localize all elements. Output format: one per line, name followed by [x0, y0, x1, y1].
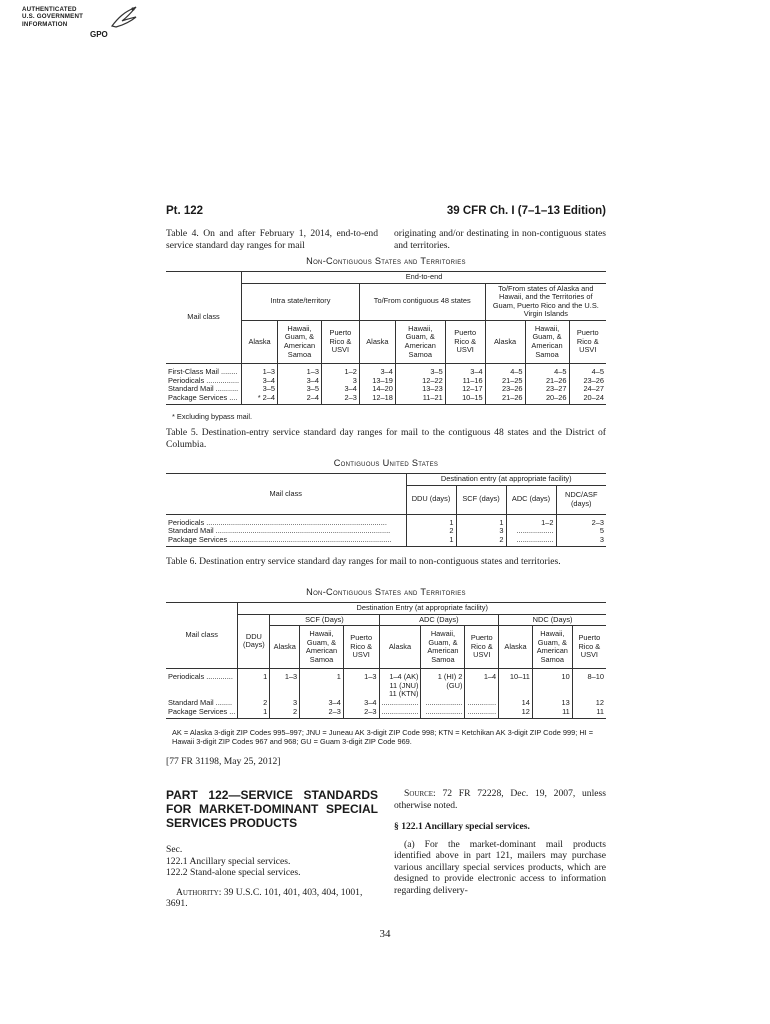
group-header: Intra state/territory — [242, 283, 360, 320]
cell: 2–3 — [300, 708, 344, 719]
cell: 3–4 — [278, 377, 322, 386]
cell: 1–4 — [465, 669, 499, 682]
row-label: Standard Mail ..................................................................................... — [168, 526, 391, 536]
cell: 10–11 — [499, 669, 533, 682]
subhead: ADC (days) — [506, 485, 556, 514]
cell: (GU) — [421, 682, 465, 691]
mail-class-header: Mail class — [166, 603, 238, 669]
table-row — [166, 708, 606, 719]
cell: 24–27 — [569, 385, 606, 394]
cell: 14 — [499, 699, 533, 708]
table5 — [166, 473, 606, 547]
cell — [499, 682, 533, 691]
subhead: Alaska — [270, 626, 300, 669]
cell: 10–15 — [445, 394, 485, 405]
intro-col-2: originating and/or destinating in non-contiguous states and territories. — [394, 228, 606, 251]
subhead: Hawaii, Guam, & American Samoa — [278, 320, 322, 363]
cell — [465, 682, 499, 691]
row-label: Package Services ............................................................................... — [168, 534, 392, 544]
table4 — [166, 271, 606, 405]
group-header: ADC (Days) — [379, 614, 499, 626]
cell: 2–3 — [556, 514, 606, 527]
subhead: Hawaii, Guam, & American Samoa — [525, 320, 569, 363]
subhead: Puerto Rico & USVI — [572, 626, 606, 669]
cell: 23–27 — [525, 385, 569, 394]
cell — [343, 682, 379, 691]
row-label: Package Services ... — [168, 706, 236, 716]
cell: 10 — [532, 669, 572, 682]
subhead: Puerto Rico & USVI — [343, 626, 379, 669]
cell: 12 — [572, 699, 606, 708]
table-row — [166, 363, 606, 376]
subhead: NDC/ASF (days) — [556, 485, 606, 514]
part-number: Pt. 122 — [166, 205, 204, 217]
cell: 11 — [532, 708, 572, 719]
cell: 11–21 — [395, 394, 445, 405]
row-label: Periodicals ................ — [168, 375, 240, 385]
source-text: 72 FR 72228, Dec. 19, 2007, unless otherwise noted. — [394, 788, 606, 811]
cell: 2–3 — [321, 394, 359, 405]
cell: 2 — [456, 536, 506, 547]
part-heading: PART 122—SERVICE STANDARDS FOR MARKET-DOMINANT SPECIAL SERVICES PRODUCTS — [166, 788, 378, 830]
cell: 12–18 — [359, 394, 395, 405]
group-header: To/From states of Alaska and Hawaii, and the Territories of Guam, Puerto Rico and the U.S. Virgin Islands — [485, 283, 606, 320]
toc-item: 122.2 Stand-alone special services. — [166, 867, 301, 878]
subhead: Puerto Rico & USVI — [465, 626, 499, 669]
gpo-authenticated-logo — [22, 4, 142, 46]
cell: 1–3 — [270, 669, 300, 682]
cell: * 2–4 — [242, 394, 278, 405]
table-row — [166, 669, 606, 682]
row-label: Standard Mail ........... — [168, 384, 239, 394]
eagle-icon — [108, 4, 140, 34]
table5-intro: Table 5. Destination-entry service standard day ranges for mail to the contiguous 48 states and the District of Columbia. — [166, 427, 606, 450]
cell: 14–20 — [359, 385, 395, 394]
table6-caption: Non-Contiguous States and Territories — [306, 587, 466, 597]
group-header: SCF (Days) — [270, 614, 379, 626]
source-paragraph — [394, 788, 606, 811]
cell: 20–26 — [525, 394, 569, 405]
subhead: Hawaii, Guam, & American Samoa — [421, 626, 465, 669]
cell: 3–4 — [359, 363, 395, 376]
cell — [300, 682, 344, 691]
cell: 2–3 — [343, 708, 379, 719]
cell: 3–5 — [242, 385, 278, 394]
cell: 11 (KTN) — [379, 690, 421, 699]
cell: 13–19 — [359, 377, 395, 386]
table5-caption: Contiguous United States — [333, 458, 439, 468]
cell: 1–3 — [278, 363, 322, 376]
subhead: Alaska — [242, 320, 278, 363]
subhead: Puerto Rico & USVI — [569, 320, 606, 363]
cell: 2–4 — [278, 394, 322, 405]
cell: .............. — [465, 699, 499, 708]
cfr-edition: 39 CFR Ch. I (7–1–13 Edition) — [446, 205, 606, 217]
subhead: DDU (days) — [406, 485, 456, 514]
cell: 1 — [300, 669, 344, 682]
cell: 1 (HI) 2 — [421, 669, 465, 682]
cell: .................. — [421, 699, 465, 708]
cell: 13–23 — [395, 385, 445, 394]
row-label: Periodicals ............. — [168, 672, 233, 682]
logo-line-3: INFORMATION — [22, 20, 68, 28]
cell: 21–25 — [485, 377, 525, 386]
cell: 4–5 — [525, 363, 569, 376]
cell: 3 — [456, 527, 506, 536]
subhead: Alaska — [499, 626, 533, 669]
table-row — [166, 536, 606, 547]
authority-paragraph — [166, 887, 378, 910]
cell: 1 — [238, 708, 270, 719]
ddu-header: DDU (Days) — [238, 614, 270, 669]
source-label: Source: — [404, 788, 436, 799]
cell: 20–24 — [569, 394, 606, 405]
destination-entry-header: Destination Entry (at appropriate facility) — [238, 603, 606, 615]
subhead: Puerto Rico & USVI — [445, 320, 485, 363]
cell: 3 — [321, 377, 359, 386]
cell: 23–26 — [485, 385, 525, 394]
destination-entry-header: Destination entry (at appropriate facility) — [406, 474, 606, 486]
cell: 2 — [406, 527, 456, 536]
subhead: Alaska — [359, 320, 395, 363]
table6-footnote: AK = Alaska 3-digit ZIP Codes 995–997; JNU = Juneau AK 3-digit ZIP Code 998; KTN = Ketchikan AK 3-digit ZIP Code 999; HI = Hawaii 3-digit ZIP Codes 967 and 968; GU = Guam 3-digit ZIP Code 969. — [172, 728, 594, 746]
row-label: Standard Mail ........ — [168, 697, 233, 707]
cell: 2 — [238, 699, 270, 708]
cell: 1–3 — [242, 363, 278, 376]
cell: 3–4 — [343, 699, 379, 708]
cell: 11 — [572, 708, 606, 719]
cell: .............. — [465, 708, 499, 719]
part122-left-column — [166, 788, 378, 910]
cell: 3 — [556, 536, 606, 547]
intro-col-1: Table 4. On and after February 1, 2014, end-to-end service standard day ranges for mail — [166, 228, 378, 251]
table6-intro: Table 6. Destination entry service standard day ranges for mail to non-contiguous states and territories. — [166, 556, 561, 567]
subhead: Hawaii, Guam, & American Samoa — [532, 626, 572, 669]
cell: 1–2 — [321, 363, 359, 376]
logo-gpo-text: GPO — [90, 30, 108, 39]
cell: 1 — [406, 514, 456, 527]
table-row — [166, 394, 606, 405]
subhead: Alaska — [485, 320, 525, 363]
toc-item: 122.1 Ancillary special services. — [166, 855, 291, 867]
cell: 1–2 — [506, 514, 556, 527]
row-label-empty — [166, 682, 238, 691]
table-row-continued — [166, 682, 606, 691]
cell: 3–4 — [445, 363, 485, 376]
mail-class-header: Mail class — [166, 272, 242, 364]
cell: 1–4 (AK) — [379, 669, 421, 682]
cell — [572, 682, 606, 691]
part122-right-column — [394, 788, 606, 896]
subhead: Puerto Rico & USVI — [321, 320, 359, 363]
cell: 1 — [456, 514, 506, 527]
logo-line-1: AUTHENTICATED — [22, 6, 77, 13]
cell: 1 — [406, 536, 456, 547]
cell: 3–5 — [278, 385, 322, 394]
authority-text: 39 U.S.C. 101, 401, 403, 404, 1001, 3691. — [166, 886, 363, 909]
cell: 12–17 — [445, 385, 485, 394]
cell: .................. — [421, 708, 465, 719]
cell: 3–5 — [395, 363, 445, 376]
cell: 5 — [556, 527, 606, 536]
cell: 11–16 — [445, 377, 485, 386]
cell: 8–10 — [572, 669, 606, 682]
subhead: Alaska — [379, 626, 421, 669]
cell: .................. — [506, 536, 556, 547]
section-heading: § 122.1 Ancillary special services. — [394, 821, 530, 832]
cell: 23–26 — [569, 377, 606, 386]
row-label: Periodicals ........................................................................................ — [168, 517, 387, 527]
logo-line-2: U.S. GOVERNMENT — [22, 13, 84, 21]
section-text: (a) For the market-dominant mail products identified above in part 121, mailers may purchase various ancillary special services products, which are designed to provide electronic access to information regarding delivery- — [394, 838, 606, 896]
cell: 12 — [499, 708, 533, 719]
row-label: Package Services .... — [168, 392, 238, 402]
cell: 3 — [270, 699, 300, 708]
cell: 1 — [238, 669, 270, 682]
sec-label: Sec. — [166, 844, 183, 855]
authority-label: Authority: — [176, 886, 222, 898]
row-label: First-Class Mail ........ — [168, 366, 238, 376]
cell: 3–4 — [242, 377, 278, 386]
cell: 3–4 — [300, 699, 344, 708]
cell: 4–5 — [569, 363, 606, 376]
cell: .................. — [379, 699, 421, 708]
subhead: Hawaii, Guam, & American Samoa — [395, 320, 445, 363]
subhead: SCF (days) — [456, 485, 506, 514]
cell: 2 — [270, 708, 300, 719]
cell: 13 — [532, 699, 572, 708]
cell: 4–5 — [485, 363, 525, 376]
mail-class-header: Mail class — [166, 474, 406, 515]
cell: 21–26 — [525, 377, 569, 386]
table4-footnote: * Excluding bypass mail. — [172, 412, 253, 421]
group-header: To/From contiguous 48 states — [359, 283, 485, 320]
cell: 3–4 — [321, 385, 359, 394]
cell — [532, 682, 572, 691]
table6 — [166, 602, 606, 719]
group-header: NDC (Days) — [499, 614, 606, 626]
cell: .................. — [379, 708, 421, 719]
cell: 21–26 — [485, 394, 525, 405]
cell: .................. — [506, 527, 556, 536]
end-to-end-header: End-to-end — [242, 272, 606, 284]
cell: 1–3 — [343, 669, 379, 682]
subhead: Hawaii, Guam, & American Samoa — [300, 626, 344, 669]
cell — [238, 682, 270, 691]
citation: [77 FR 31198, May 25, 2012] — [166, 756, 281, 767]
table4-caption: Non-Contiguous States and Territories — [306, 256, 466, 266]
cell: 12–22 — [395, 377, 445, 386]
cell: 11 (JNU) — [379, 682, 421, 691]
page-number: 34 — [379, 928, 391, 940]
cell — [270, 682, 300, 691]
